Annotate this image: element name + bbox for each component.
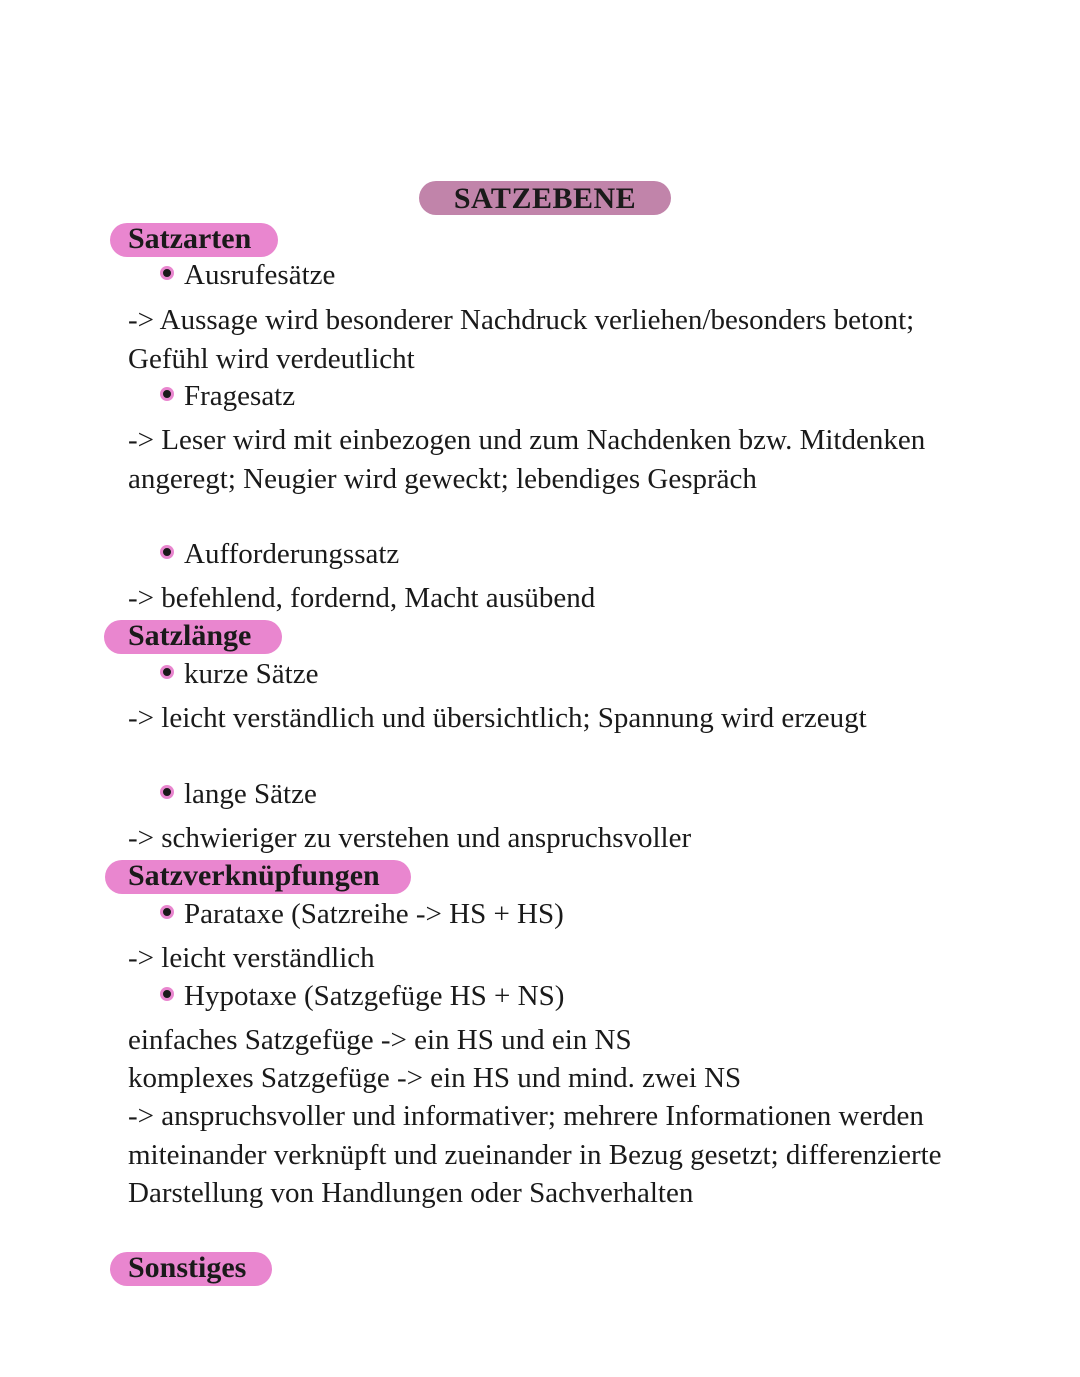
explanation-text: -> schwieriger zu verstehen und anspruchsvoller (128, 822, 692, 854)
explanation-text: -> leicht verständlich und übersichtlich; Spannung wird erzeugt (128, 702, 867, 734)
bullet-dot-icon (160, 387, 174, 401)
bullet-label: Fragesatz (184, 380, 296, 412)
bullet-label: lange Sätze (184, 778, 317, 810)
bullet-item (160, 258, 335, 292)
bullet-item (160, 777, 317, 811)
bullet-label: Ausrufesätze (184, 259, 336, 291)
bullet-dot-icon (160, 785, 174, 799)
bullet-dot-icon (160, 545, 174, 559)
section-heading-satzverknuepfungen: Satzverknüpfungen (105, 860, 411, 894)
bullet-dot-icon (160, 905, 174, 919)
section-heading-satzlaenge: Satzlänge (104, 620, 282, 654)
bullet-label: kurze Sätze (184, 658, 319, 690)
explanation-text: -> Leser wird mit einbezogen und zum Nachdenken bzw. Mitdenken angeregt; Neugier wird geweckt; lebendiges Gespräch (128, 424, 926, 495)
bullet-label: Parataxe (Satzreihe -> HS + HS) (184, 898, 564, 930)
bullet-item (160, 379, 295, 413)
bullet-item (160, 537, 399, 571)
explanation-text: -> Aussage wird besonderer Nachdruck verliehen/besonders betont; Gefühl wird verdeutlicht (128, 304, 915, 375)
section-heading-satzarten: Satzarten (110, 223, 278, 257)
explanation-text: -> leicht verständlich (128, 942, 375, 974)
bullet-item (160, 979, 564, 1013)
bullet-dot-icon (160, 987, 174, 1001)
page-title: SATZEBENE (419, 181, 671, 215)
explanation-text: -> anspruchsvoller und informativer; mehrere Informationen werden miteinander verknüpft und zueinander in Bezug gesetzt; differenzierte Darstellung von Handlungen oder Sachverhalten (128, 1100, 942, 1209)
explanation-text: -> befehlend, fordernd, Macht ausübend (128, 582, 596, 614)
bullet-label: Hypotaxe (Satzgefüge HS + NS) (184, 980, 565, 1012)
bullet-dot-icon (160, 665, 174, 679)
explanation-text: komplexes Satzgefüge -> ein HS und mind. zwei NS (128, 1062, 742, 1094)
explanation-text: einfaches Satzgefüge -> ein HS und ein NS (128, 1024, 632, 1056)
bullet-dot-icon (160, 266, 174, 280)
bullet-item (160, 897, 564, 931)
section-heading-sonstiges: Sonstiges (110, 1252, 272, 1286)
bullet-item (160, 657, 318, 691)
bullet-label: Aufforderungssatz (184, 538, 400, 570)
